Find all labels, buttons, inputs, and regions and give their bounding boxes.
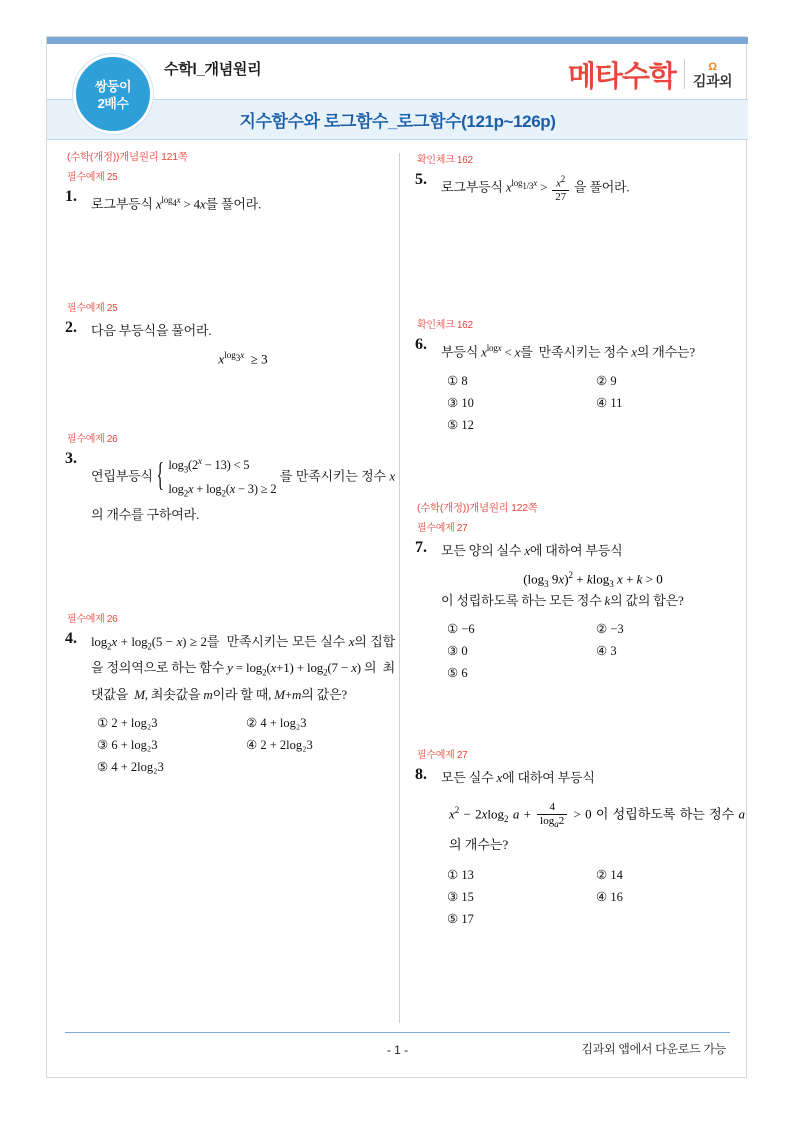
problem-text: 다음 부등식을 풀어라. bbox=[91, 323, 212, 339]
problem-text: 부등식 $x^{logx} < x$를 만족시키는 정수 x의 개수는? bbox=[441, 343, 695, 360]
page-number: - 1 - bbox=[386, 1043, 409, 1057]
problem-item bbox=[415, 767, 745, 930]
brand-logo bbox=[568, 54, 732, 94]
answer-space bbox=[415, 442, 745, 498]
choice-option[interactable]: ① −6 bbox=[447, 622, 475, 637]
problem-number: 7. bbox=[415, 538, 427, 556]
answer-space bbox=[65, 221, 395, 299]
choice-option[interactable]: ① 8 bbox=[447, 373, 468, 388]
choice-option-empty bbox=[596, 414, 745, 436]
problem-tag: 필수예제 25 bbox=[67, 172, 118, 183]
source-label-right: (수학(개정))개념원리 122쪽 bbox=[417, 501, 538, 514]
choice-option[interactable]: ③ 10 bbox=[447, 395, 474, 410]
choice-option[interactable]: ① 13 bbox=[447, 868, 474, 883]
answer-space bbox=[415, 288, 745, 316]
problem-number: 4. bbox=[65, 629, 77, 647]
answer-space bbox=[415, 210, 745, 288]
logo-sub-label: 김과외 bbox=[692, 73, 732, 89]
choice-option[interactable]: ④ 2 + 2log₂3 bbox=[246, 738, 313, 752]
footer-rule bbox=[65, 1032, 730, 1033]
content-columns bbox=[47, 149, 748, 1029]
header-top-rule bbox=[47, 37, 748, 44]
choice-option[interactable]: ③ 0 bbox=[447, 644, 468, 659]
choice-list bbox=[447, 864, 745, 930]
problem-number: 1. bbox=[65, 188, 77, 205]
problem-tag: 필수예제 26 bbox=[67, 433, 118, 445]
problem-text: 연립부등식 { $\log_3(2^x - 13) < 5$ $\log_2x + \log_2(x - 3) \ge 2$ 를 만족시키는 정수 x의 개수를 구하여라. bbox=[91, 451, 395, 526]
problem-text-cont: 이 성립하도록 하는 모든 정수 k의 값의 합은? bbox=[441, 593, 684, 609]
series-badge bbox=[73, 54, 153, 134]
chapter-band bbox=[47, 99, 748, 140]
subject-title: 수학Ⅰ_개념원리 bbox=[164, 61, 262, 78]
problem-item bbox=[415, 337, 745, 435]
logo-text: 메타수학 bbox=[567, 60, 676, 93]
problem-tag: 필수예제 25 bbox=[67, 303, 118, 315]
problem-equation: $x^{log_3x} \ge 3$ bbox=[218, 350, 268, 367]
choice-option[interactable]: ② 14 bbox=[596, 868, 623, 883]
logo-divider bbox=[684, 59, 685, 89]
badge-line1: 쌍둥이 bbox=[94, 79, 132, 94]
choice-list bbox=[447, 370, 745, 436]
problem-number: 2. bbox=[65, 319, 77, 337]
choice-option[interactable]: ⑤ 6 bbox=[447, 666, 468, 681]
chapter-title: 지수함수와 로그함수_로그함수(121p~126p) bbox=[239, 112, 556, 131]
problem-tag: 확인체크 162 bbox=[417, 320, 473, 332]
choice-option[interactable]: ① 2 + log₂3 bbox=[97, 716, 158, 730]
logo-sub-text bbox=[693, 60, 732, 88]
problem-tag: 필수예제 27 bbox=[417, 522, 468, 534]
choice-list bbox=[447, 618, 745, 684]
problem-equation: ($\log_3$ 9x)$^2$ + klog$_3$ x + k > 0 bbox=[523, 569, 663, 589]
choice-option[interactable]: ④ 11 bbox=[596, 395, 623, 410]
choice-option[interactable]: ④ 16 bbox=[596, 890, 623, 905]
worksheet-sheet bbox=[46, 36, 747, 1078]
choice-option[interactable]: ③ 15 bbox=[447, 890, 474, 905]
problem-text: 모든 실수 x에 대하여 부등식 bbox=[441, 770, 595, 786]
problem-number: 3. bbox=[65, 449, 77, 467]
problem-number: 5. bbox=[415, 171, 427, 188]
problem-item bbox=[65, 631, 395, 778]
problem-tag: 필수예제 26 bbox=[67, 613, 118, 625]
problem-item bbox=[65, 189, 395, 215]
badge-line2: 2배수 bbox=[97, 96, 129, 111]
footer-note: 김과외 앱에서 다운로드 가능 bbox=[581, 1042, 726, 1056]
problem-item bbox=[415, 540, 745, 685]
left-column bbox=[65, 149, 395, 1029]
source-label-left: (수학(개정))개념원리 121쪽 bbox=[67, 151, 188, 163]
choice-option[interactable]: ⑤ 17 bbox=[447, 912, 474, 927]
problem-number: 8. bbox=[415, 766, 427, 784]
choice-option[interactable]: ② 4 + log₂3 bbox=[246, 716, 307, 730]
problem-text: 모든 양의 실수 x에 대하여 부등식 bbox=[441, 542, 623, 558]
choice-option-empty bbox=[596, 908, 745, 930]
choice-option[interactable]: ③ 6 + log₂3 bbox=[97, 738, 158, 752]
choice-option[interactable]: ④ 3 bbox=[596, 644, 617, 659]
logo-mark-icon: Ω bbox=[708, 61, 717, 73]
problem-text: 로그부등식 $x^{log_{1/3}x}$ > $\frac{x^2}{27}$ 을 풀어라. bbox=[441, 173, 630, 204]
choice-option[interactable]: ② 9 bbox=[596, 373, 617, 388]
answer-space bbox=[415, 690, 745, 746]
choice-option[interactable]: ⑤ 12 bbox=[447, 417, 474, 432]
problem-item bbox=[65, 451, 395, 526]
right-column bbox=[415, 149, 745, 1029]
problem-equation: $x^2 - 2xlog_2$ a + $\frac{4}{\log_a2}$ > 0 이 성립하도록 하는 정수 a의 개수는? bbox=[449, 800, 745, 853]
choice-list bbox=[97, 712, 395, 778]
problem-text: $\log_2x + \log_2(5 - x) \ge 2$를 만족시키는 모든 실수 x의 집합을 정의역으로 하는 함수 $y = \log_2(x+1) + \log_2(7 - x)$ 의 최댓값을 M, 최솟값을 m이라 할 때, M+m의 값은? bbox=[91, 633, 396, 702]
problem-text: 로그부등식 $x^{log_4x} > 4x$를 풀어라. bbox=[91, 195, 262, 212]
choice-option-empty bbox=[246, 756, 395, 778]
choice-option[interactable]: ⑤ 4 + 2log₂3 bbox=[97, 760, 164, 774]
choice-option[interactable]: ② −3 bbox=[596, 622, 624, 637]
choice-option-empty bbox=[596, 662, 745, 684]
answer-space bbox=[65, 532, 395, 610]
problem-tag: 필수예제 27 bbox=[417, 750, 468, 762]
column-divider bbox=[399, 153, 400, 1023]
problem-item bbox=[65, 320, 395, 367]
problem-number: 6. bbox=[415, 336, 427, 354]
problem-tag: 확인체크 162 bbox=[417, 155, 473, 166]
problem-item bbox=[415, 172, 745, 204]
document-header bbox=[47, 44, 748, 111]
answer-space bbox=[65, 374, 395, 430]
